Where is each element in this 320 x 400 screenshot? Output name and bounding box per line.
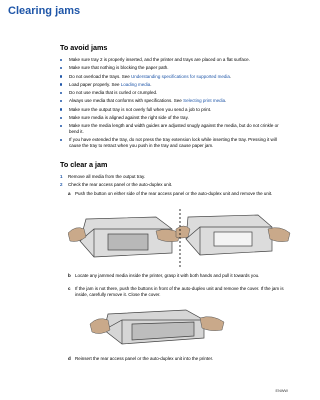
auto-duplex-unit-illustration bbox=[88, 300, 228, 350]
list-item: Make sure the media length and width guides are adjusted snugly against the media, but do not crinkle or bend it. bbox=[60, 123, 288, 134]
bullet-icon bbox=[60, 59, 62, 61]
list-item: Load paper properly. See Loading media. bbox=[60, 82, 288, 88]
list-item: Make sure media is aligned against the right side of the tray. bbox=[60, 115, 288, 121]
link-selecting-print-media[interactable]: Selecting print media bbox=[183, 98, 226, 104]
page-title: Clearing jams bbox=[8, 5, 81, 17]
bullet-icon bbox=[60, 75, 62, 77]
list-item: Make sure tray 2 is properly inserted, and the printer and trays are placed on a flat surface. bbox=[60, 57, 288, 63]
section-heading-avoid-jams: To avoid jams bbox=[60, 43, 108, 52]
bullet-icon bbox=[60, 83, 62, 85]
bullet-icon bbox=[60, 108, 62, 110]
step-item: 2 Check the rear access panel or the auto-duplex unit. bbox=[60, 182, 173, 188]
bullet-icon bbox=[60, 67, 62, 69]
page-footer: ENWW bbox=[275, 389, 288, 393]
link-media-specifications[interactable]: Understanding specifications for supported media bbox=[131, 73, 230, 79]
list-item: If you have extended the tray, do not press the tray extension lock while inserting the tray. Pressing it will cause the tray to retract when you push in the tray and cause paper jam. bbox=[60, 137, 288, 148]
bullet-icon bbox=[60, 117, 62, 119]
substep-a: a Push the button on either side of the rear access panel or the auto-duplex unit and remove the unit. bbox=[68, 191, 273, 196]
bullet-icon bbox=[60, 125, 62, 127]
bullet-icon bbox=[60, 139, 62, 141]
link-loading-media[interactable]: Loading media bbox=[120, 81, 151, 87]
list-item: Do not overload the trays. See Understanding specifications for supported media. bbox=[60, 74, 288, 80]
step-number: 2 bbox=[60, 182, 63, 188]
substep-c: c If the jam is not there, push the buttons in front of the auto-duplex unit and remove the cover. If the jam is inside, carefully remove it. Close the cover. bbox=[68, 286, 284, 297]
step-number: 1 bbox=[60, 174, 63, 179]
substep-d: d Reinsert the rear access panel or the auto-duplex unit into the printer. bbox=[68, 356, 214, 361]
list-item: Do not use media that is curled or crumpled. bbox=[60, 90, 288, 96]
substep-b: b Locate any jammed media inside the printer, grasp it with both hands and pull it towards you. bbox=[68, 273, 260, 278]
clear-jam-steps bbox=[60, 174, 290, 190]
list-item: Make sure that nothing is blocking the paper path. bbox=[60, 65, 288, 71]
section-heading-clear-jam: To clear a jam bbox=[60, 160, 108, 169]
avoid-jams-list bbox=[60, 57, 288, 151]
rear-panel-removal-illustration bbox=[68, 207, 292, 271]
list-item: Always use media that conforms with specifications. See Selecting print media. bbox=[60, 98, 288, 104]
bullet-icon bbox=[60, 92, 62, 94]
list-item: Make sure the output tray is not overly full when you send a job to print. bbox=[60, 107, 288, 113]
bullet-icon bbox=[60, 100, 62, 102]
step-item: 1 Remove all media from the output tray. bbox=[60, 174, 146, 179]
